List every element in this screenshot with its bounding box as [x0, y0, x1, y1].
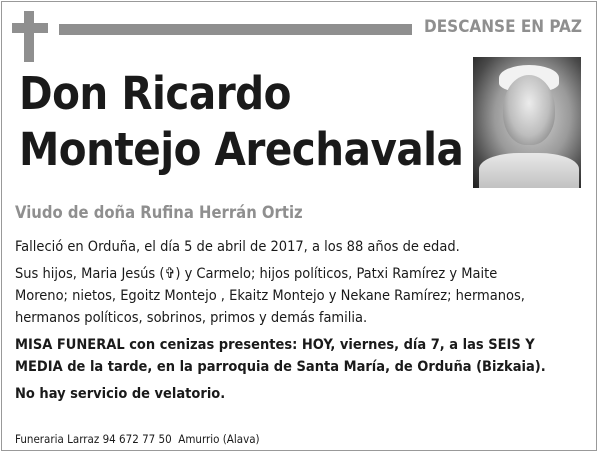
family-line: Sus hijos, Maria Jesús (✞) y Carmelo; hijos políticos, Patxi Ramírez y Maite [15, 266, 498, 282]
funeral-line: MEDIA de la tarde, en la parroquia de Santa María, de Orduña (Bizkaia). [15, 359, 546, 375]
cross-vertical-bar [24, 11, 34, 62]
deceased-name [19, 66, 463, 178]
widow-line: Viudo de doña Rufina Herrán Ortiz [15, 203, 303, 222]
wake-notice: No hay servicio de velatorio. [15, 386, 226, 402]
family-paragraph [15, 263, 587, 329]
deceased-name-line2: Montejo Arechavala [19, 123, 464, 176]
portrait-photo [473, 57, 581, 188]
header-divider-bar [59, 24, 412, 35]
portrait-face [503, 75, 555, 145]
funeral-line: MISA FUNERAL con cenizas presentes: HOY, viernes, día 7, a las SEIS Y [15, 337, 535, 353]
funeral-home-footer: Funeraria Larraz 94 672 77 50 Amurrio (Alava) [15, 432, 260, 446]
family-line: hermanos políticos, sobrinos, primos y demás familia. [15, 310, 368, 326]
obituary-body [15, 236, 587, 410]
rip-label: DESCANSE EN PAZ [424, 17, 582, 37]
death-notice: Falleció en Orduña, el día 5 de abril de 2017, a los 88 años de edad. [15, 239, 460, 255]
family-line: Moreno; nietos, Egoitz Montejo , Ekaitz Montejo y Nekane Ramírez; hermanos, [15, 288, 525, 304]
cross-horizontal-bar [12, 23, 48, 33]
deceased-name-line1: Don Ricardo [19, 67, 291, 120]
funeral-paragraph [15, 334, 587, 378]
portrait-shirt [479, 153, 579, 188]
